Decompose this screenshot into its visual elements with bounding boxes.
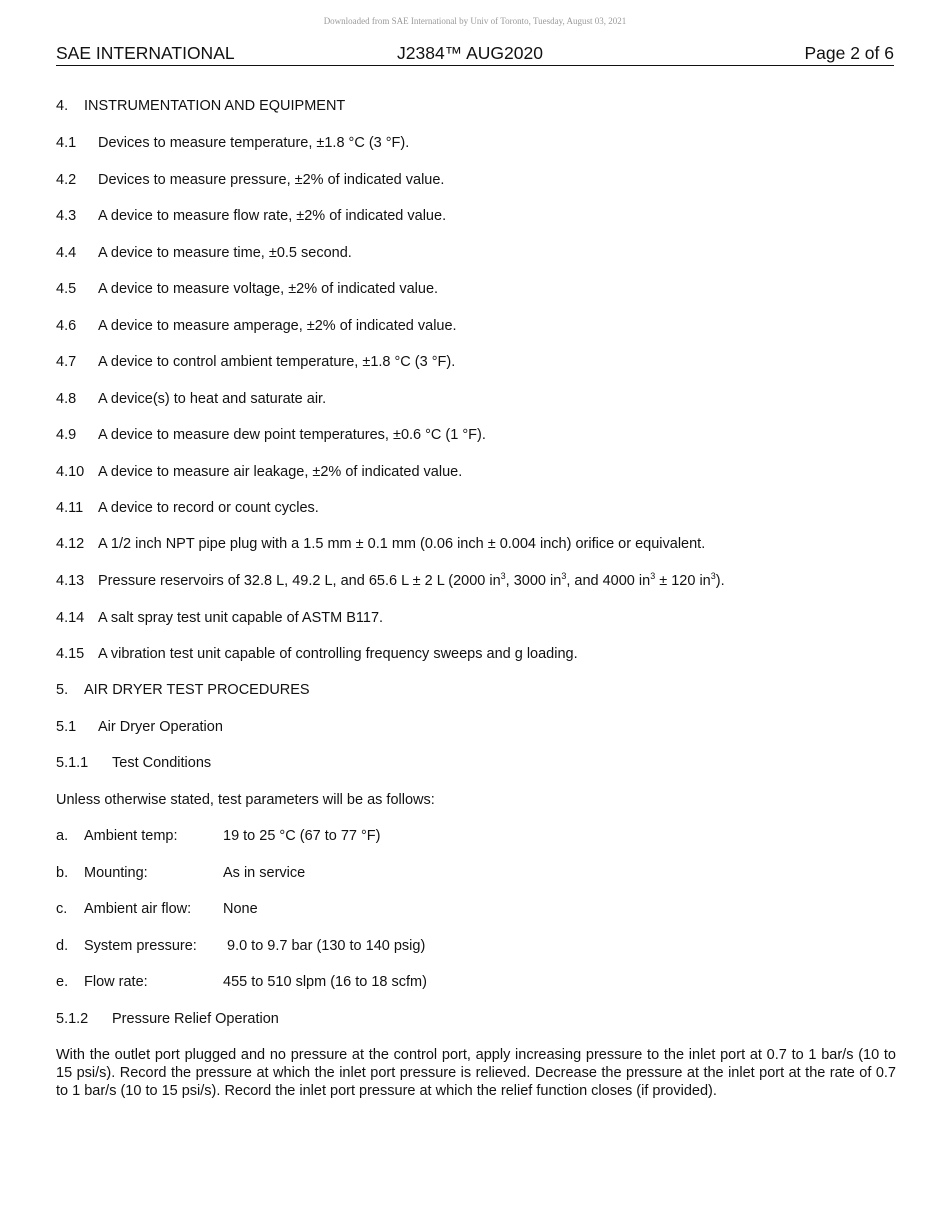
item-text: A device to control ambient temperature, ±1.8 °C (3 °F). <box>98 354 456 370</box>
item-text: A 1/2 inch NPT pipe plug with a 1.5 mm ± 0.1 mm (0.06 inch ± 0.004 inch) orifice or equivalent. <box>98 536 706 552</box>
superscript-3: 3 <box>500 571 506 581</box>
condition-label: Ambient air flow: <box>84 901 192 917</box>
item-number: 4.3 <box>56 208 77 224</box>
section-number: 5. <box>56 682 69 698</box>
item-number: 4.6 <box>56 318 77 334</box>
subsection-title: Test Conditions <box>112 755 212 771</box>
condition-label: Ambient temp: <box>84 828 178 844</box>
condition-letter: d. <box>56 938 69 954</box>
section-title: AIR DRYER TEST PROCEDURES <box>84 682 310 698</box>
item-text-part: , 3000 in <box>505 573 562 589</box>
item-text-part: ). <box>715 573 725 589</box>
section-number: 4. <box>56 98 69 114</box>
condition-label: System pressure: <box>84 938 197 954</box>
section-title: INSTRUMENTATION AND EQUIPMENT <box>84 98 346 114</box>
condition-value: 19 to 25 °C (67 to 77 °F) <box>223 828 381 844</box>
condition-value: 455 to 510 slpm (16 to 18 scfm) <box>223 974 427 990</box>
item-text: A device to measure air leakage, ±2% of indicated value. <box>98 464 463 480</box>
item-text: A salt spray test unit capable of ASTM B117. <box>98 610 384 626</box>
item-text: A device(s) to heat and saturate air. <box>98 391 327 407</box>
condition-label: Flow rate: <box>84 974 148 990</box>
item-text: A device to measure dew point temperatures, ±0.6 °C (1 °F). <box>98 427 486 443</box>
item-number: 4.10 <box>56 464 85 480</box>
page-number: Page 2 of 6 <box>804 43 894 63</box>
condition-letter: c. <box>56 901 68 917</box>
item-number: 4.14 <box>56 610 85 626</box>
item-number: 4.1 <box>56 135 77 151</box>
subsection-number: 5.1.2 <box>56 1011 89 1027</box>
subsection-number: 5.1 <box>56 719 77 735</box>
subsection-number: 5.1.1 <box>56 755 89 771</box>
item-number: 4.13 <box>56 573 85 589</box>
item-text-part: Pressure reservoirs of 32.8 L, 49.2 L, and 65.6 L ± 2 L (2000 in <box>98 573 501 589</box>
item-number: 4.15 <box>56 646 85 662</box>
condition-letter: a. <box>56 828 69 844</box>
item-number: 4.4 <box>56 245 77 261</box>
item-text: A device to measure voltage, ±2% of indicated value. <box>98 281 439 297</box>
page-header <box>56 43 894 66</box>
item-number: 4.11 <box>56 500 84 516</box>
superscript-3: 3 <box>561 571 567 581</box>
item-text: Devices to measure temperature, ±1.8 °C (3 °F). <box>98 135 410 151</box>
item-text: A vibration test unit capable of controlling frequency sweeps and g loading. <box>98 646 578 662</box>
condition-label: Mounting: <box>84 865 148 881</box>
subsection-title: Pressure Relief Operation <box>112 1011 279 1027</box>
condition-value: 9.0 to 9.7 bar (130 to 140 psig) <box>227 938 426 954</box>
item-number: 4.8 <box>56 391 77 407</box>
condition-letter: b. <box>56 865 69 881</box>
item-text <box>98 573 725 589</box>
item-text: A device to measure flow rate, ±2% of indicated value. <box>98 208 447 224</box>
superscript-3: 3 <box>650 571 656 581</box>
item-text: A device to measure time, ±0.5 second. <box>98 245 352 261</box>
item-number: 4.12 <box>56 536 85 552</box>
item-number: 4.5 <box>56 281 77 297</box>
condition-value: As in service <box>223 865 306 881</box>
item-text: Devices to measure pressure, ±2% of indicated value. <box>98 172 445 188</box>
item-number: 4.9 <box>56 427 77 443</box>
item-text-part: ± 120 in <box>655 573 711 589</box>
item-number: 4.2 <box>56 172 77 188</box>
publisher-name: SAE INTERNATIONAL <box>56 43 235 63</box>
superscript-3: 3 <box>710 571 716 581</box>
item-text-part: , and 4000 in <box>566 573 651 589</box>
body-paragraph: With the outlet port plugged and no pressure at the control port, apply increasing pressure to the inlet port at 0.7 to 1 bar/s (10 to 15 psi/s). Record the pressure at which the inlet port pressure is relieved. Decrease the pressure at the inlet port at the rate of 0.7 to 1 bar/s (10 to 15 psi/s). Record the inlet port pressure at which the relief function closes (if provided). <box>56 1047 896 1099</box>
download-watermark: Downloaded from SAE International by Univ of Toronto, Tuesday, August 03, 2021 <box>323 16 627 26</box>
item-number: 4.7 <box>56 354 77 370</box>
document-id: J2384™ AUG2020 <box>397 43 543 63</box>
subsection-title: Air Dryer Operation <box>98 719 223 735</box>
item-text: A device to record or count cycles. <box>98 500 319 516</box>
condition-value: None <box>223 901 258 917</box>
item-text: A device to measure amperage, ±2% of indicated value. <box>98 318 457 334</box>
condition-letter: e. <box>56 974 69 990</box>
intro-text: Unless otherwise stated, test parameters will be as follows: <box>56 792 435 808</box>
